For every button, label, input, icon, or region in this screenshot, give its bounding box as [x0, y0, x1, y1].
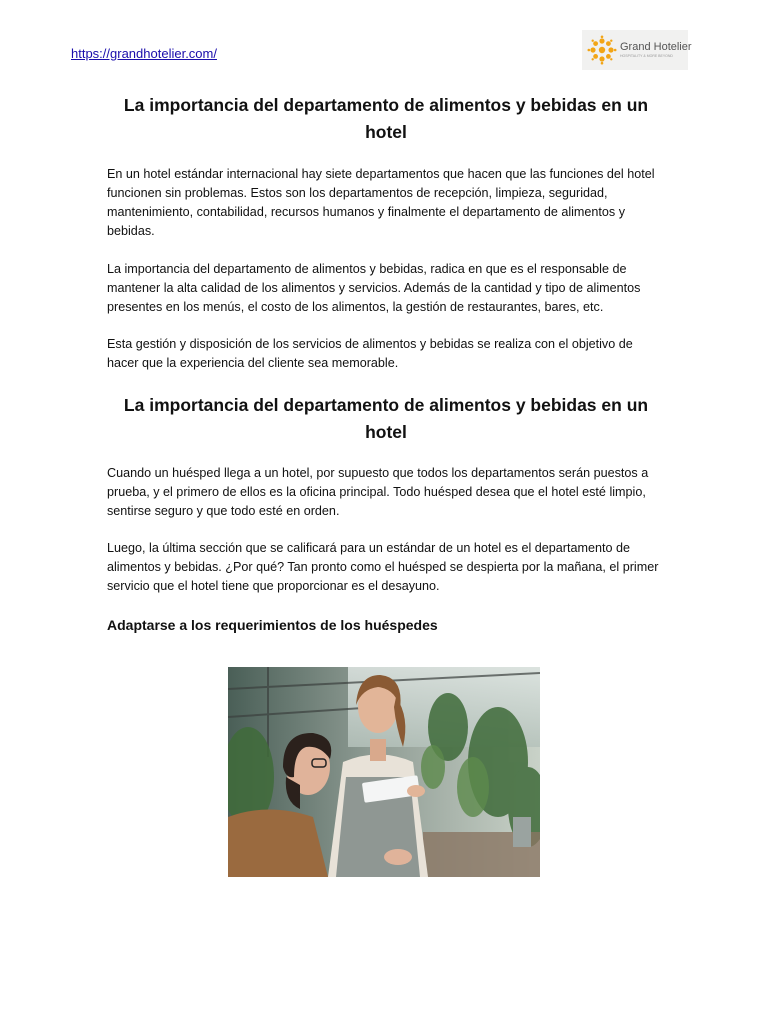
section-paragraph-2: Luego, la última sección que se calificará para un estándar de un hotel es el departamento de alimentos y bebidas. ¿Por qué? Tan pronto como el huésped se despierta por la mañana, el primer servicio que el hotel tiene que proporcionar es el desayuno. [107, 541, 659, 593]
waitress-serving-guest-photo [228, 667, 540, 877]
logo-tagline: HOSPITALITY & MORE BEYOND [620, 53, 673, 58]
site-url-link[interactable]: https://grandhotelier.com/ [71, 46, 217, 61]
section-paragraph-1: Cuando un huésped llega a un hotel, por supuesto que todos los departamentos serán puestos a prueba, y el primero de ellos es la oficina principal. Todo huésped desea que el hotel esté limpio, sentirse seguro y que todo esté en orden. [107, 465, 649, 518]
logo-name: Grand Hotelier [620, 40, 692, 53]
section-heading: La importancia del departamento de alimentos y bebidas en un hotel [123, 394, 649, 442]
intro-paragraph-3: Esta gestión y disposición de los servicios de alimentos y bebidas se realiza con el objetivo de hacer que la experiencia del cliente sea memorable. [107, 337, 633, 370]
grand-hotelier-logo [582, 30, 692, 70]
subheading: Adaptarse a los requerimientos de los huéspedes [107, 616, 438, 633]
intro-paragraph-1: En un hotel estándar internacional hay siete departamentos que hacen que las funciones del hotel funcionen sin problemas. Estos son los departamentos de recepción, limpieza, seguridad, mantenimiento, contabilidad, recursos humanos y finalmente el departamento de alimentos y bebidas. [107, 167, 655, 238]
article-body [107, 92, 665, 653]
sunburst-logo-icon [587, 35, 617, 65]
page-title: La importancia del departamento de alimentos y bebidas en un hotel [123, 95, 649, 142]
intro-paragraph-2: La importancia del departamento de alimentos y bebidas, radica en que es el responsable de mantener la alta calidad de los alimentos y servicios. Además de la cantidad y tipo de alimentos presentes en los menús, el costo de los alimentos, la gestión de restaurantes, bares, etc. [107, 261, 641, 314]
